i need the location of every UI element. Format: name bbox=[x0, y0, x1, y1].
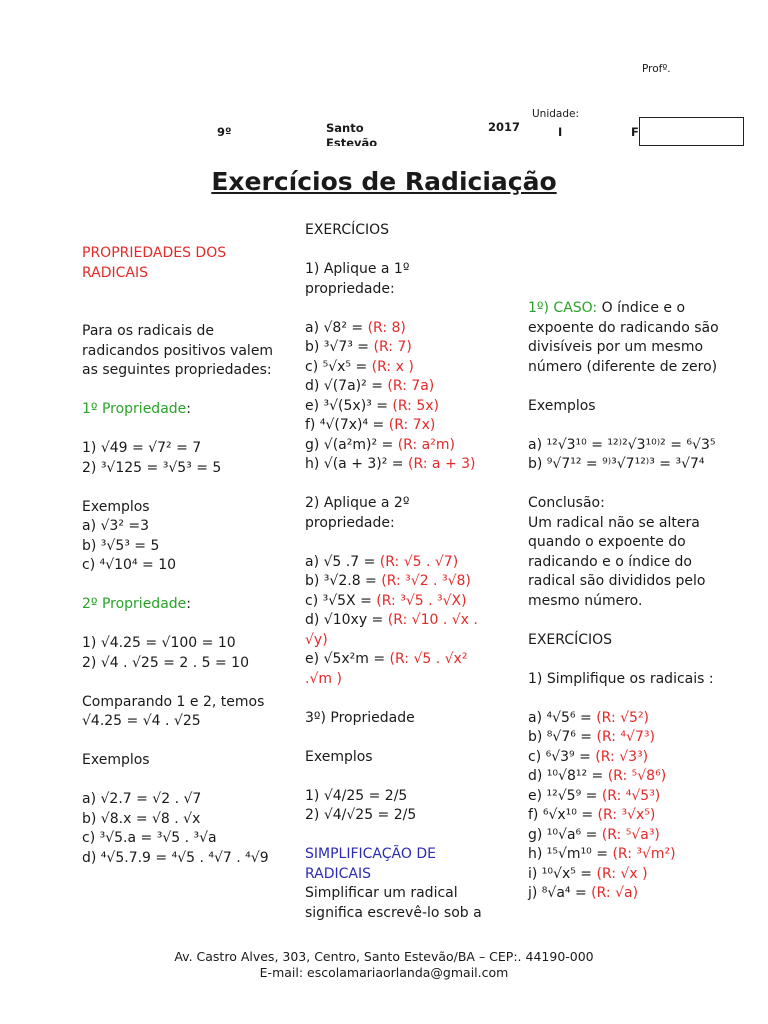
case-1-label: 1º) CASO: bbox=[528, 300, 598, 316]
exercise-question: g) √(a²m)² = bbox=[305, 436, 398, 453]
exercise-answer: (R: ⁴√7³) bbox=[596, 729, 655, 745]
simplification-text: significa escrevê-lo sob a bbox=[305, 904, 482, 921]
comparison-line: Comparando 1 e 2, temos bbox=[82, 693, 265, 710]
exercise-answer: (R: ³√2 . ³√8) bbox=[381, 573, 471, 589]
exercise-question: c) ⁶√3⁹ = bbox=[528, 748, 596, 765]
prof-label: Profº. bbox=[642, 63, 671, 75]
exercise-answer: (R: √10 . √x . bbox=[387, 612, 478, 628]
exercise-question: j) ⁸√a⁴ = bbox=[528, 885, 592, 901]
property-1-label: 1º Propriedade bbox=[82, 401, 187, 417]
conclusion-label: Conclusão: bbox=[528, 495, 605, 511]
property-1-example: 2) ³√125 = ³√5³ = 5 bbox=[82, 459, 222, 476]
exercise-question: f) ⁴√(7x)⁴ = bbox=[305, 417, 389, 433]
exercise-item bbox=[528, 845, 719, 865]
case-1-line: expoente do radicando são bbox=[528, 319, 719, 336]
properties-heading-2: RADICAIS bbox=[82, 264, 149, 281]
simplification-heading: RADICAIS bbox=[305, 865, 372, 882]
example-item: d) ⁴√5.7.9 = ⁴√5 . ⁴√7 . ⁴√9 bbox=[82, 849, 269, 866]
exercise-answer: (R: 7a) bbox=[387, 378, 435, 394]
exercise-question: a) ⁴√5⁶ = bbox=[528, 709, 597, 726]
exercise-item bbox=[528, 826, 719, 846]
example-item: b) ³√5³ = 5 bbox=[82, 537, 160, 554]
exercises-heading: EXERCÍCIOS bbox=[305, 222, 390, 238]
exercise-item bbox=[528, 787, 719, 807]
property-3-heading: 3º) Propriedade bbox=[305, 709, 415, 726]
exercise-item bbox=[305, 592, 482, 612]
examples-label: Exemplos bbox=[528, 397, 596, 414]
exercise-question: d) ¹⁰√8¹² = bbox=[528, 768, 608, 784]
property-1-example: 1) √49 = √7² = 7 bbox=[82, 440, 202, 456]
exercise-question: e) ³√(5x)³ = bbox=[305, 397, 393, 414]
exercise-answer: (R: 7x) bbox=[388, 417, 436, 433]
exercise-answer: (R: a²m) bbox=[397, 436, 455, 453]
simplification-text: Simplificar um radical bbox=[305, 885, 458, 901]
exercise-item bbox=[305, 338, 482, 358]
footer-address: Av. Castro Alves, 303, Centro, Santo Estevão/BA – CEP:. 44190-000 bbox=[174, 949, 594, 964]
year-label: 2017 bbox=[488, 120, 521, 134]
example-item: 1) √4/25 = 2/5 bbox=[305, 787, 408, 804]
conclusion-line: radicando e o índice do bbox=[528, 553, 692, 570]
exercise-answer: (R: x ) bbox=[371, 358, 414, 375]
exercise-answer: (R: √3³) bbox=[595, 748, 649, 765]
properties-heading-1: PROPRIEDADES DOS bbox=[82, 245, 227, 261]
case-1-text: O índice e o bbox=[597, 300, 686, 316]
question-1-line: propriedade: bbox=[305, 280, 395, 297]
unidade-label: Unidade: bbox=[532, 108, 580, 120]
exercise-answer: (R: ⁴√5³) bbox=[601, 787, 661, 804]
case-1-line: número (diferente de zero) bbox=[528, 358, 718, 375]
exercise-item bbox=[528, 709, 719, 729]
examples-label: Exemplos bbox=[82, 498, 150, 515]
case-1-line bbox=[528, 299, 719, 319]
exercise-item bbox=[305, 436, 482, 456]
exercise-answer: (R: 8) bbox=[367, 319, 406, 336]
exercise-answer: (R: 5x) bbox=[392, 397, 440, 414]
example-item: a) √3² =3 bbox=[82, 518, 150, 534]
exercise-question: e) √5x²m = bbox=[305, 651, 390, 667]
unit-value: I bbox=[558, 125, 563, 139]
page-title: Exercícios de Radiciação bbox=[211, 167, 557, 196]
exercise-item bbox=[528, 865, 719, 885]
exercise-question: c) ⁵√x⁵ = bbox=[305, 358, 372, 375]
exercise-question: b) ³√2.8 = bbox=[305, 573, 382, 589]
location-line1: Santo bbox=[326, 121, 364, 135]
exercise-question: a) √8² = bbox=[305, 319, 368, 336]
conclusion-line: Um radical não se altera bbox=[528, 514, 700, 531]
question-2-line: propriedade: bbox=[305, 514, 395, 531]
exercise-question: b) ³√7³ = bbox=[305, 339, 374, 355]
grade-label: 9º bbox=[217, 125, 232, 139]
case-1-line: divisíveis por um mesmo bbox=[528, 339, 704, 355]
exercise-answer: (R: √5 . √7) bbox=[379, 553, 459, 570]
example-item: 2) √4/√25 = 2/5 bbox=[305, 807, 417, 823]
column-properties bbox=[82, 244, 273, 868]
exercise-answer: (R: ³√m²) bbox=[612, 846, 676, 862]
exercise-answer-cont: .√m ) bbox=[305, 670, 342, 687]
exercise-answer: (R: 7) bbox=[373, 339, 412, 355]
property-1-heading bbox=[82, 400, 273, 420]
simplification-heading: SIMPLIFICAÇÃO DE bbox=[305, 846, 436, 862]
column-simplification bbox=[528, 299, 719, 904]
location-line2: Estevão bbox=[326, 136, 378, 146]
exercise-item bbox=[528, 884, 719, 904]
colon: : bbox=[186, 596, 191, 612]
question-1-line: 1) Aplique a 1º bbox=[305, 261, 410, 277]
exercise-item bbox=[305, 650, 482, 670]
exercise-answer: (R: a + 3) bbox=[408, 456, 476, 472]
exercise-item bbox=[528, 728, 719, 748]
exercise-question: d) √10xy = bbox=[305, 612, 388, 628]
example-item: a) ¹²√3¹⁰ = ¹²⁾²√3¹⁰⁾² = ⁶√3⁵ bbox=[528, 436, 716, 453]
exercise-item bbox=[305, 416, 482, 436]
exercise-question: h) ¹⁵√m¹⁰ = bbox=[528, 846, 613, 862]
example-item: b) √8.x = √8 . √x bbox=[82, 810, 201, 827]
question-2-line: 2) Aplique a 2º bbox=[305, 495, 410, 511]
exercise-item bbox=[305, 553, 482, 573]
footer-email: E-mail: escolamariaorlanda@gmail.com bbox=[259, 965, 509, 980]
exercise-question: e) ¹²√5⁹ = bbox=[528, 787, 602, 804]
conclusion-line: mesmo número. bbox=[528, 592, 643, 609]
exercise-question: d) √(7a)² = bbox=[305, 378, 388, 394]
exercise-item bbox=[528, 806, 719, 826]
exercise-answer: (R: √5 . √x² bbox=[389, 651, 468, 667]
exercise-item bbox=[528, 748, 719, 768]
exercise-answer: (R: ³√5 . ³√X) bbox=[376, 592, 467, 609]
exercise-question: c) ³√5X = bbox=[305, 592, 377, 609]
example-item: c) ³√5.a = ³√5 . ³√a bbox=[82, 830, 217, 846]
exercise-question: h) √(a + 3)² = bbox=[305, 456, 408, 472]
examples-label: Exemplos bbox=[82, 752, 150, 768]
exercise-item bbox=[305, 397, 482, 417]
property-2-example: 2) √4 . √25 = 2 . 5 = 10 bbox=[82, 654, 249, 671]
exercise-item bbox=[305, 455, 482, 475]
exercise-question: f) ⁶√x¹⁰ = bbox=[528, 807, 598, 823]
grade-box bbox=[639, 117, 744, 146]
exercise-item bbox=[305, 377, 482, 397]
exercise-item bbox=[305, 572, 482, 592]
exercise-question: i) ¹⁰√x⁵ = bbox=[528, 865, 597, 882]
example-item: c) ⁴√10⁴ = 10 bbox=[82, 557, 177, 573]
examples-label: Exemplos bbox=[305, 748, 373, 765]
exercise-item bbox=[305, 319, 482, 339]
conclusion-line: quando o expoente do bbox=[528, 534, 686, 550]
example-item: b) ⁹√7¹² = ⁹⁾³√7¹²⁾³ = ³√7⁴ bbox=[528, 456, 705, 472]
comparison-line: √4.25 = √4 . √25 bbox=[82, 713, 201, 729]
exercise-item bbox=[528, 767, 719, 787]
exercise-item bbox=[305, 358, 482, 378]
exercise-answer-cont: √y) bbox=[305, 631, 328, 648]
column-exercises bbox=[305, 221, 482, 923]
property-2-label: 2º Propriedade bbox=[82, 596, 187, 612]
exercise-question: b) ⁸√7⁶ = bbox=[528, 729, 597, 745]
exercise-question: g) ¹⁰√a⁶ = bbox=[528, 826, 602, 843]
conclusion-line: radical são divididos pelo bbox=[528, 573, 706, 589]
example-item: a) √2.7 = √2 . √7 bbox=[82, 791, 202, 807]
exercise-answer: (R: √a) bbox=[591, 885, 639, 901]
exercise-answer: (R: ⁵√8⁶) bbox=[607, 768, 667, 784]
exercise-answer: (R: ³√x⁵) bbox=[597, 807, 656, 823]
exercise-answer: (R: √x ) bbox=[596, 865, 648, 882]
exercise-answer: (R: √5²) bbox=[596, 709, 650, 726]
property-2-example: 1) √4.25 = √100 = 10 bbox=[82, 635, 236, 651]
colon: : bbox=[186, 401, 191, 417]
intro-line: radicandos positivos valem bbox=[82, 342, 274, 359]
intro-line: Para os radicais de bbox=[82, 323, 215, 339]
intro-line: as seguintes propriedades: bbox=[82, 362, 272, 378]
question-line: 1) Simplifique os radicais : bbox=[528, 670, 714, 687]
exercise-question: a) √5 .7 = bbox=[305, 553, 380, 570]
exercise-item bbox=[305, 611, 482, 631]
property-2-heading bbox=[82, 595, 273, 615]
exercises-heading: EXERCÍCIOS bbox=[528, 631, 613, 648]
exercise-answer: (R: ⁵√a³) bbox=[601, 826, 660, 843]
f-label: F bbox=[631, 125, 639, 139]
